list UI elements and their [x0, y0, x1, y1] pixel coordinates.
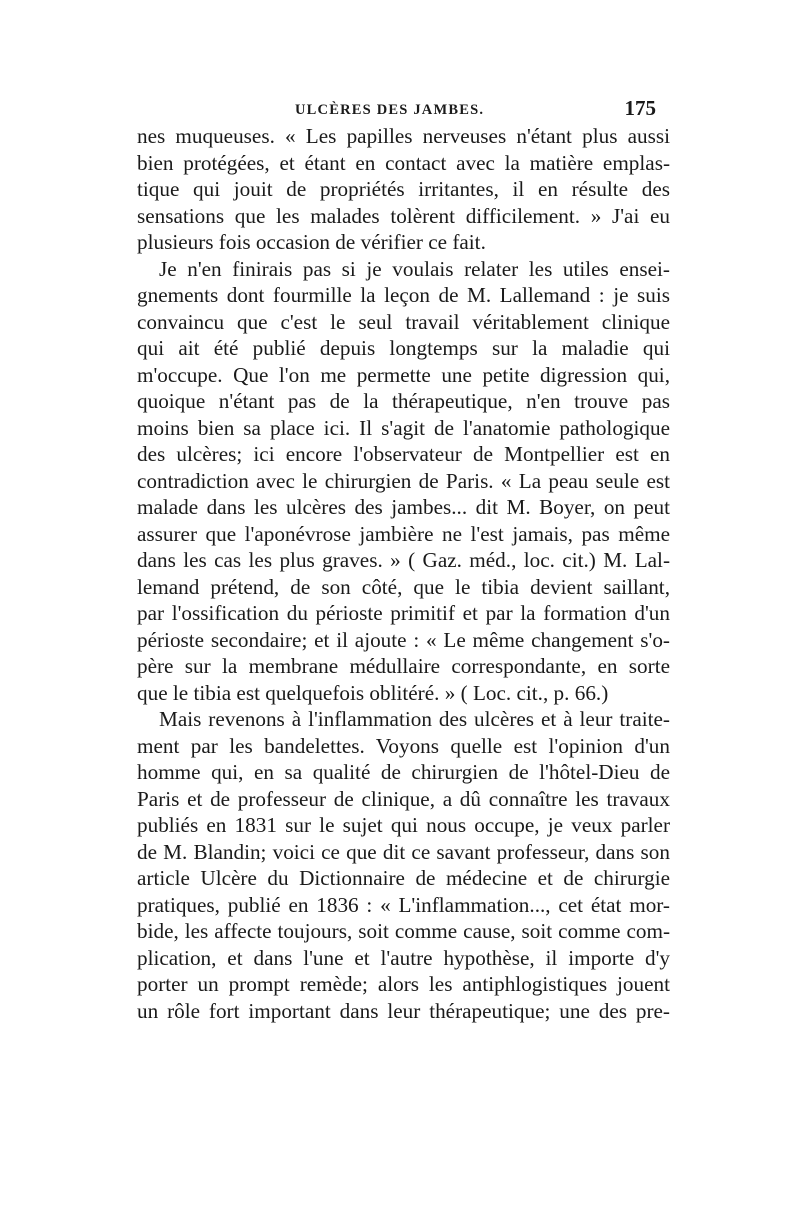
text-line: nes muqueuses. « Les papilles nerveuses n'étant plus aussi: [137, 124, 670, 148]
text-line: contradiction avec le chirurgien de Paris. « La peau seule est: [137, 468, 670, 493]
text-line: m'occupe. Que l'on me permette une petite digression qui,: [137, 362, 670, 387]
text-line: pratiques, publié en 1836 : « L'inflammation..., cet état mor-: [137, 892, 670, 917]
text-line: homme qui, en sa qualité de chirurgien de l'hôtel-Dieu de: [137, 760, 670, 784]
paragraph-2: [137, 256, 670, 707]
text-line: malade dans les ulcères des jambes... dit M. Boyer, on peut: [137, 495, 670, 519]
text-line: quoique n'étant pas de la thérapeutique, n'en trouve pas: [137, 389, 670, 413]
body-text: [137, 123, 670, 1024]
text-line: de M. Blandin; voici ce que dit ce savant professeur, dans son: [137, 839, 670, 864]
text-line: gnements dont fourmille la leçon de M. Lallemand : je suis: [137, 283, 670, 307]
text-line: que le tibia est quelquefois oblitéré. » ( Loc. cit., p. 66.): [137, 680, 609, 705]
text-line: convaincu que c'est le seul travail véritablement clinique: [137, 309, 670, 334]
text-line: plication, et dans l'une et l'autre hypothèse, il importe d'y: [137, 945, 670, 970]
text-line: plusieurs fois occasion de vérifier ce fait.: [137, 230, 486, 254]
text-line: lemand prétend, de son côté, que le tibia devient saillant,: [137, 574, 670, 599]
text-line: dans les cas les plus graves. » ( Gaz. méd., loc. cit.) M. Lal-: [137, 548, 670, 572]
text-line: père sur la membrane médullaire correspondante, en sorte: [137, 654, 670, 678]
text-line: des ulcères; ici encore l'observateur de Montpellier est en: [137, 442, 670, 466]
paragraph-3: [137, 706, 670, 1024]
text-line: Je n'en finirais pas si je voulais relater les utiles ensei-: [159, 256, 670, 281]
book-page: [137, 92, 670, 1024]
running-head: [137, 92, 670, 122]
text-line: par l'ossification du périoste primitif et par la formation d'un: [137, 601, 670, 625]
text-line: bien protégées, et étant en contact avec la matière emplas-: [137, 150, 670, 175]
text-line: périoste secondaire; et il ajoute : « Le même changement s'o-: [137, 627, 670, 652]
text-line: moins bien sa place ici. Il s'agit de l'anatomie pathologique: [137, 415, 670, 440]
text-line: assurer que l'aponévrose jambière ne l'est jamais, pas même: [137, 521, 670, 546]
text-line: un rôle fort important dans leur thérapeutique; une des pre-: [137, 998, 670, 1023]
page-number: 175: [624, 96, 656, 120]
paragraph-1: [137, 123, 670, 256]
text-line: sensations que les malades tolèrent difficilement. » J'ai eu: [137, 203, 670, 228]
text-line: ment par les bandelettes. Voyons quelle est l'opinion d'un: [137, 733, 670, 758]
text-line: porter un prompt remède; alors les antiphlogistiques jouent: [137, 972, 670, 996]
text-line: qui ait été publié depuis longtemps sur la maladie qui: [137, 336, 670, 360]
text-line: Paris et de professeur de clinique, a dû connaître les travaux: [137, 786, 670, 811]
text-line: publiés en 1831 sur le sujet qui nous occupe, je veux parler: [137, 813, 670, 837]
text-line: Mais revenons à l'inflammation des ulcères et à leur traite-: [159, 707, 670, 731]
text-line: bide, les affecte toujours, soit comme cause, soit comme com-: [137, 919, 670, 943]
text-line: tique qui jouit de propriétés irritantes, il en résulte des: [137, 177, 670, 201]
text-line: article Ulcère du Dictionnaire de médecine et de chirurgie: [137, 866, 670, 890]
running-title: ULCÈRES DES JAMBES.: [295, 102, 485, 118]
